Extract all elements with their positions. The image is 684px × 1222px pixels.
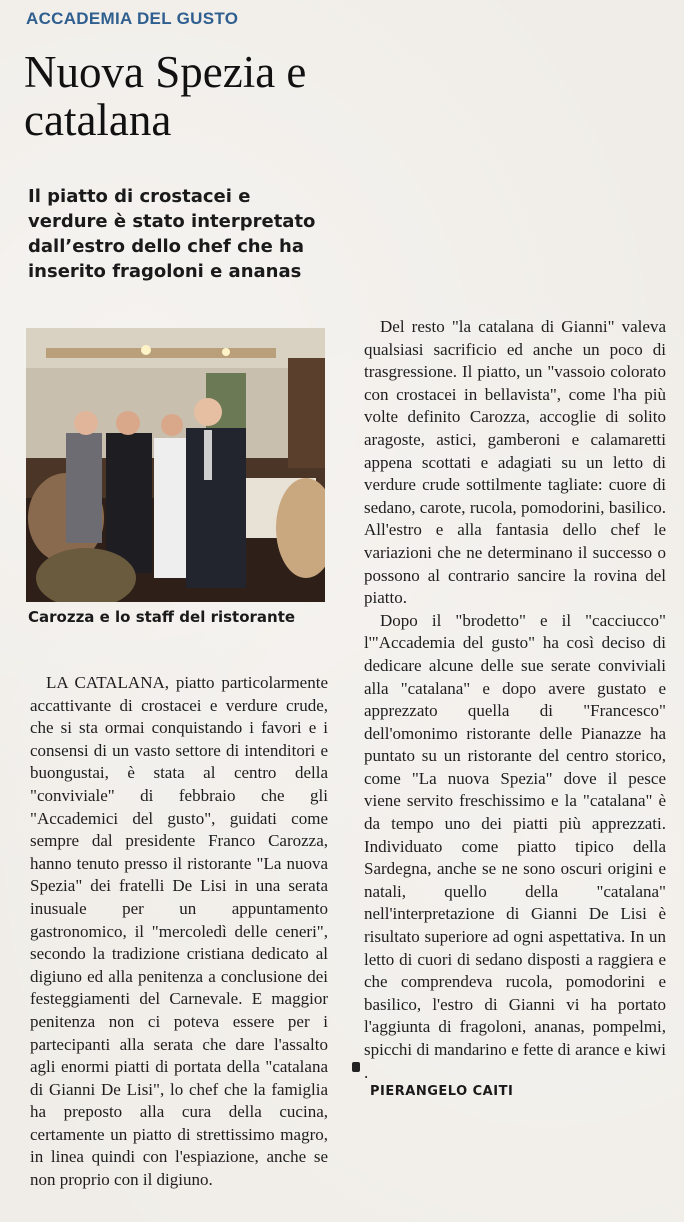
article-body-left-column <box>30 672 328 1192</box>
body-paragraph: Dopo il "brodetto" e il "cacciucco" l'"Accademia del gusto" ha così deciso di dedicare alcune delle sue serate conviviali alla "catalana" e dopo avere gustato e apprezzato quella di "Francesco" dell'omonimo ristorante delle Pianazze ha puntato su un ristorante del centro storico, come "La nuova Spezia" dove il pesce viene servito freschissimo e la "catalana" è da tempo uno dei piatti più apprezzati. Individuato come piatto tipico della Sardegna, anche se ne sono oscuri origini e natali, quello della "catalana" nell'interpretazione di Gianni De Lisi è risultato superiore ad ogni aspettativa. In un letto di cuori di sedano disposti a raggiera e che comprendeva rucola, pomodorini e basilico, l'estro di Gianni vi ha portato l'aggiunta di fragoloni, ananas, pompelmi, spicchi di mandarino e fette di arance e kiwi . <box>364 610 666 1082</box>
body-paragraph: Del resto "la catalana di Gianni" valeva qualsiasi sacrificio ed anche un poco di trasgressione. Il piatto, un "vassoio colorato con crostacei in bellavista", come l'ha più volte definito Carozza, accoglie di solito aragoste, astici, gamberoni e calamaretti appena scottati e adagiati su un letto di verdure crude sottilmente tagliate: cuore di sedano, carote, rucola, pomodorini, basilico. All'estro e alla fantasia dello chef le variazioni che ne determinano il successo o possono al contrario sancire la rovina del piatto. <box>364 317 666 608</box>
end-mark <box>352 1062 360 1072</box>
photo-caption: Carozza e lo staff del ristorante <box>28 608 296 626</box>
author-byline: PIERANGELO CAITI <box>370 1084 514 1099</box>
article-photo <box>26 328 325 602</box>
article-headline: Nuova Spezia e catalana <box>24 47 307 145</box>
section-kicker: ACCADEMIA DEL GUSTO <box>26 9 239 28</box>
article-body-right-column <box>364 316 666 1084</box>
body-paragraph: LA CATALANA, piatto particolarmente accattivante di crostacei e verdure crude, che si sta ormai conquistando i favori e i consensi di un vasto settore di intenditori e buongustai, è stata al centro della "conviviale" di febbraio che gli "Accademici del gusto", guidati come sempre dal presidente Franco Carozza, hanno tenuto presso il ristorante "La nuova Spezia" dei fratelli De Lisi in una serata inusuale per un appuntamento gastronomico, il "mercoledì delle ceneri", secondo la tradizione cristiana dedicato al digiuno ed alla penitenza a conclusione dei festeggiamenti del Carnevale. E maggior penitenza non ci poteva essere per i partecipanti alla serata che dare l'assalto agli enormi piatti di portata della "catalana di Gianni De Lisi", lo chef che la famiglia ha preposto alla cura della cucina, certamente un piatto di strettissimo magro, in linea quindi con l'espiazione, anche se non proprio con il digiuno. <box>30 673 328 1190</box>
article-subheadline: Il piatto di crostacei e verdure è stato interpretato dall’estro dello chef che ha inserito fragoloni e ananas <box>28 186 316 282</box>
